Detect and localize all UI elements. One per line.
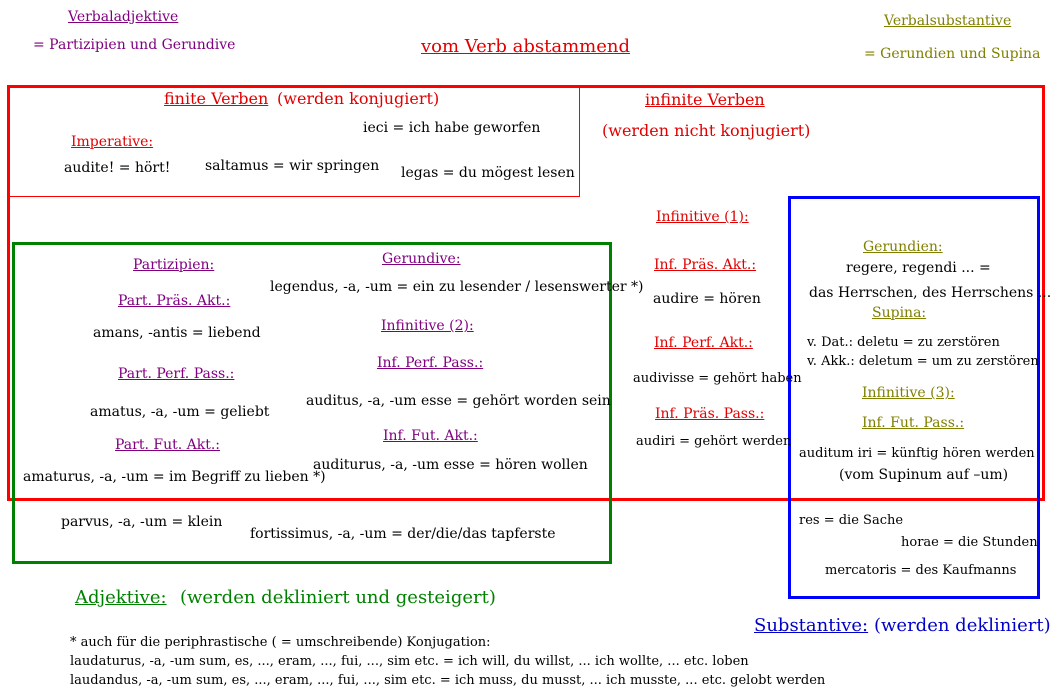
inf-praes-pass-example: audiri = gehört werden (636, 434, 792, 449)
supina-example-2: v. Akk.: deletum = um zu zerstören (807, 354, 1039, 369)
gerundive-label: Gerundive: (382, 251, 461, 267)
inf-perf-akt-label: Inf. Perf. Akt.: (654, 335, 753, 351)
finite-verbs-title: finite Verben (164, 89, 269, 108)
gerundien-label: Gerundien: (863, 239, 943, 255)
partizipien-label: Partizipien: (133, 257, 215, 273)
finite-example-audite: audite! = hört! (64, 160, 171, 176)
footnote-line-2: laudaturus, -a, -um sum, es, ..., eram, ..., fui, ..., sim etc. = ich will, du willst, ... ich wollte, ... etc. loben (70, 654, 749, 669)
inf-fut-akt-label: Inf. Fut. Akt.: (383, 428, 478, 444)
inf-perf-pass-example: auditus, -a, -um esse = gehört worden sein (306, 393, 611, 409)
part-perf-pass-label: Part. Perf. Pass.: (118, 366, 235, 382)
noun-example-horae: horae = die Stunden (901, 535, 1038, 550)
footnote-line-1: * auch für die periphrastische ( = umschreibende) Konjugation: (70, 635, 491, 650)
inf-perf-pass-label: Inf. Perf. Pass.: (377, 355, 484, 371)
gerundien-example-2: das Herrschen, des Herrschens ... (809, 285, 1052, 301)
supina-label: Supina: (872, 305, 927, 321)
footnote-line-3: laudandus, -a, -um sum, es, ..., eram, ..., fui, ..., sim etc. = ich muss, du musst, ... ich musste, ... etc. gelobt werden (70, 673, 826, 688)
infinitive1-label: Infinitive (1): (656, 209, 749, 225)
adjective-example-fortissimus: fortissimus, -a, -um = der/die/das tapferste (250, 526, 556, 542)
inf-fut-pass-example-1: auditum iri = künftig hören werden (799, 446, 1035, 461)
inf-praes-akt-example: audire = hören (653, 291, 761, 307)
finite-example-legas: legas = du mögest lesen (401, 165, 575, 181)
verbaladjektive-title: Verbaladjektive (68, 9, 179, 25)
adjektive-subtitle: (werden dekliniert und gesteigert) (180, 587, 496, 608)
imperative-label: Imperative: (71, 134, 154, 150)
part-praes-akt-label: Part. Präs. Akt.: (118, 293, 231, 309)
adjective-example-parvus: parvus, -a, -um = klein (61, 514, 223, 530)
inf-fut-pass-label: Inf. Fut. Pass.: (862, 415, 965, 431)
inf-perf-akt-example: audivisse = gehört haben (633, 371, 802, 386)
inf-praes-pass-label: Inf. Präs. Pass.: (655, 406, 765, 422)
inf-praes-akt-label: Inf. Präs. Akt.: (654, 257, 757, 273)
supina-example-1: v. Dat.: deletu = zu zerstören (807, 335, 1000, 350)
finite-verbs-subtitle: (werden konjugiert) (277, 89, 440, 108)
noun-example-mercatoris: mercatoris = des Kaufmanns (825, 563, 1017, 578)
finite-example-saltamus: saltamus = wir springen (205, 158, 380, 174)
part-perf-pass-example: amatus, -a, -um = geliebt (90, 404, 270, 420)
center-title: vom Verb abstammend (421, 36, 631, 57)
verbalsubstantive-definition: = Gerundien und Supina (864, 46, 1041, 62)
finite-example-ieci: ieci = ich habe geworfen (363, 120, 541, 136)
noun-example-res: res = die Sache (799, 513, 904, 528)
gerundien-example-1: regere, regendi ... = (846, 260, 991, 276)
infinitive2-label: Infinitive (2): (381, 318, 474, 334)
inf-fut-pass-example-2: (vom Supinum auf –um) (839, 467, 1009, 483)
verbalsubstantive-title: Verbalsubstantive (884, 13, 1012, 29)
part-fut-akt-example: amaturus, -a, -um = im Begriff zu lieben *) (23, 469, 326, 485)
gerundive-example: legendus, -a, -um = ein zu lesender / lesenswerter *) (270, 279, 644, 295)
infinite-verbs-subtitle: (werden nicht konjugiert) (602, 121, 811, 140)
infinite-verbs-title: infinite Verben (645, 90, 765, 109)
verbaladjektive-definition: = Partizipien und Gerundive (33, 37, 236, 53)
inf-fut-akt-example: auditurus, -a, -um esse = hören wollen (313, 457, 588, 473)
adjektive-title: Adjektive: (75, 587, 167, 608)
infinitive3-label: Infinitive (3): (862, 385, 955, 401)
substantive-subtitle: (werden dekliniert) (874, 615, 1051, 636)
substantive-title: Substantive: (754, 615, 869, 636)
part-fut-akt-label: Part. Fut. Akt.: (115, 437, 220, 453)
part-praes-akt-example: amans, -antis = liebend (93, 325, 261, 341)
